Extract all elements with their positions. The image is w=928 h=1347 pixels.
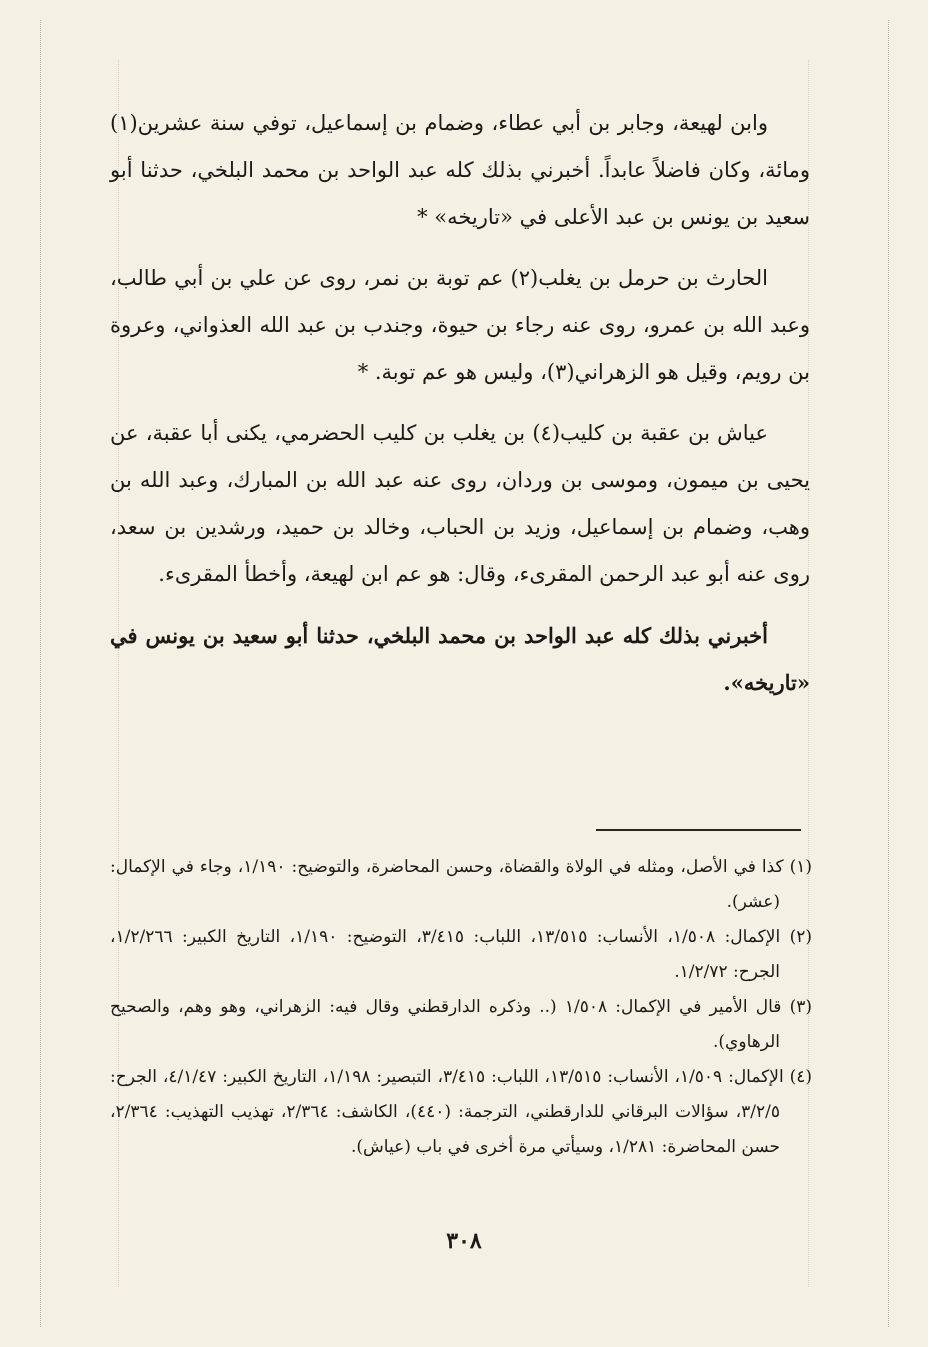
scan-margin-right [888, 20, 889, 1327]
footnotes [110, 850, 812, 1165]
paragraph-ayyash: عياش بن عقبة بن كليب(٤) بن يغلب بن كليب الحضرمي، يكنى أبا عقبة، عن يحيى بن ميمون، وموسى بن وردان، روى عنه عبد الله بن المبارك، وعبد الله بن وهب، وضمام بن إسماعيل، وزيد بن الحباب، وخالد بن حميد، ورشدين بن سعد، روى عنه أبو عبد الرحمن المقرىء، وقال: هو عم ابن لهيعة، وأخطأ المقرىء. [110, 421, 810, 586]
scan-margin-left [40, 20, 41, 1327]
main-text [110, 100, 810, 706]
footnote-2: (٢) الإكمال: ١/٥٠٨، الأنساب: ١٣/٥١٥، اللباب: ٣/٤١٥، التوضيح: ١/١٩٠، التاريخ الكبير: ١/٢/٢٦٦، الجرح: ١/٢/٧٢. [110, 927, 812, 982]
paragraph-1: وابن لهيعة، وجابر بن أبي عطاء، وضمام بن إسماعيل، توفي سنة عشرين(١) ومائة، وكان فاضلاً عابداً. أخبرني بذلك كله عبد الواحد بن محمد البلخي، حدثنا أبو سعيد بن يونس بن عبد الأعلى في «تاريخه» * [110, 111, 810, 229]
footnote-4: (٤) الإكمال: ١/٥٠٩، الأنساب: ١٣/٥١٥، اللباب: ٣/٤١٥، التبصير: ١/١٩٨، التاريخ الكبير: ٤/١/٤٧، الجرح: ٣/٢/٥، سؤالات البرقاني للدارقطني، الترجمة: (٤٤٠)، الكاشف: ٢/٣٦٤، تهذيب التهذيب: ٢/٣٦٤، حسن المحاضرة: ١/٢٨١، وسيأتي مرة أخرى في باب (عياش). [110, 1067, 812, 1157]
page-number: ٣٠٨ [446, 1228, 482, 1254]
paragraph-source: أخبرني بذلك كله عبد الواحد بن محمد البلخي، حدثنا أبو سعيد بن يونس في «تاريخه». [110, 623, 810, 695]
footnote-3: (٣) قال الأمير في الإكمال: ١/٥٠٨ (.. وذكره الدارقطني وقال فيه: الزهراني، وهو وهم، والصحيح الرهاوي). [110, 997, 812, 1052]
footnote-1: (١) كذا في الأصل، ومثله في الولاة والقضاة، وحسن المحاضرة، والتوضيح: ١/١٩٠، وجاء في الإكمال: (عشر). [110, 857, 812, 912]
paragraph-harith: الحارث بن حرمل بن يغلب(٢) عم توبة بن نمر، روى عن علي بن أبي طالب، وعبد الله بن عمرو، روى عنه رجاء بن حيوة، وجندب بن عبد الله العذواني، وعروة بن رويم، وقيل هو الزهراني(٣)، وليس هو عم توبة. * [110, 266, 810, 384]
footnote-separator [596, 829, 801, 831]
